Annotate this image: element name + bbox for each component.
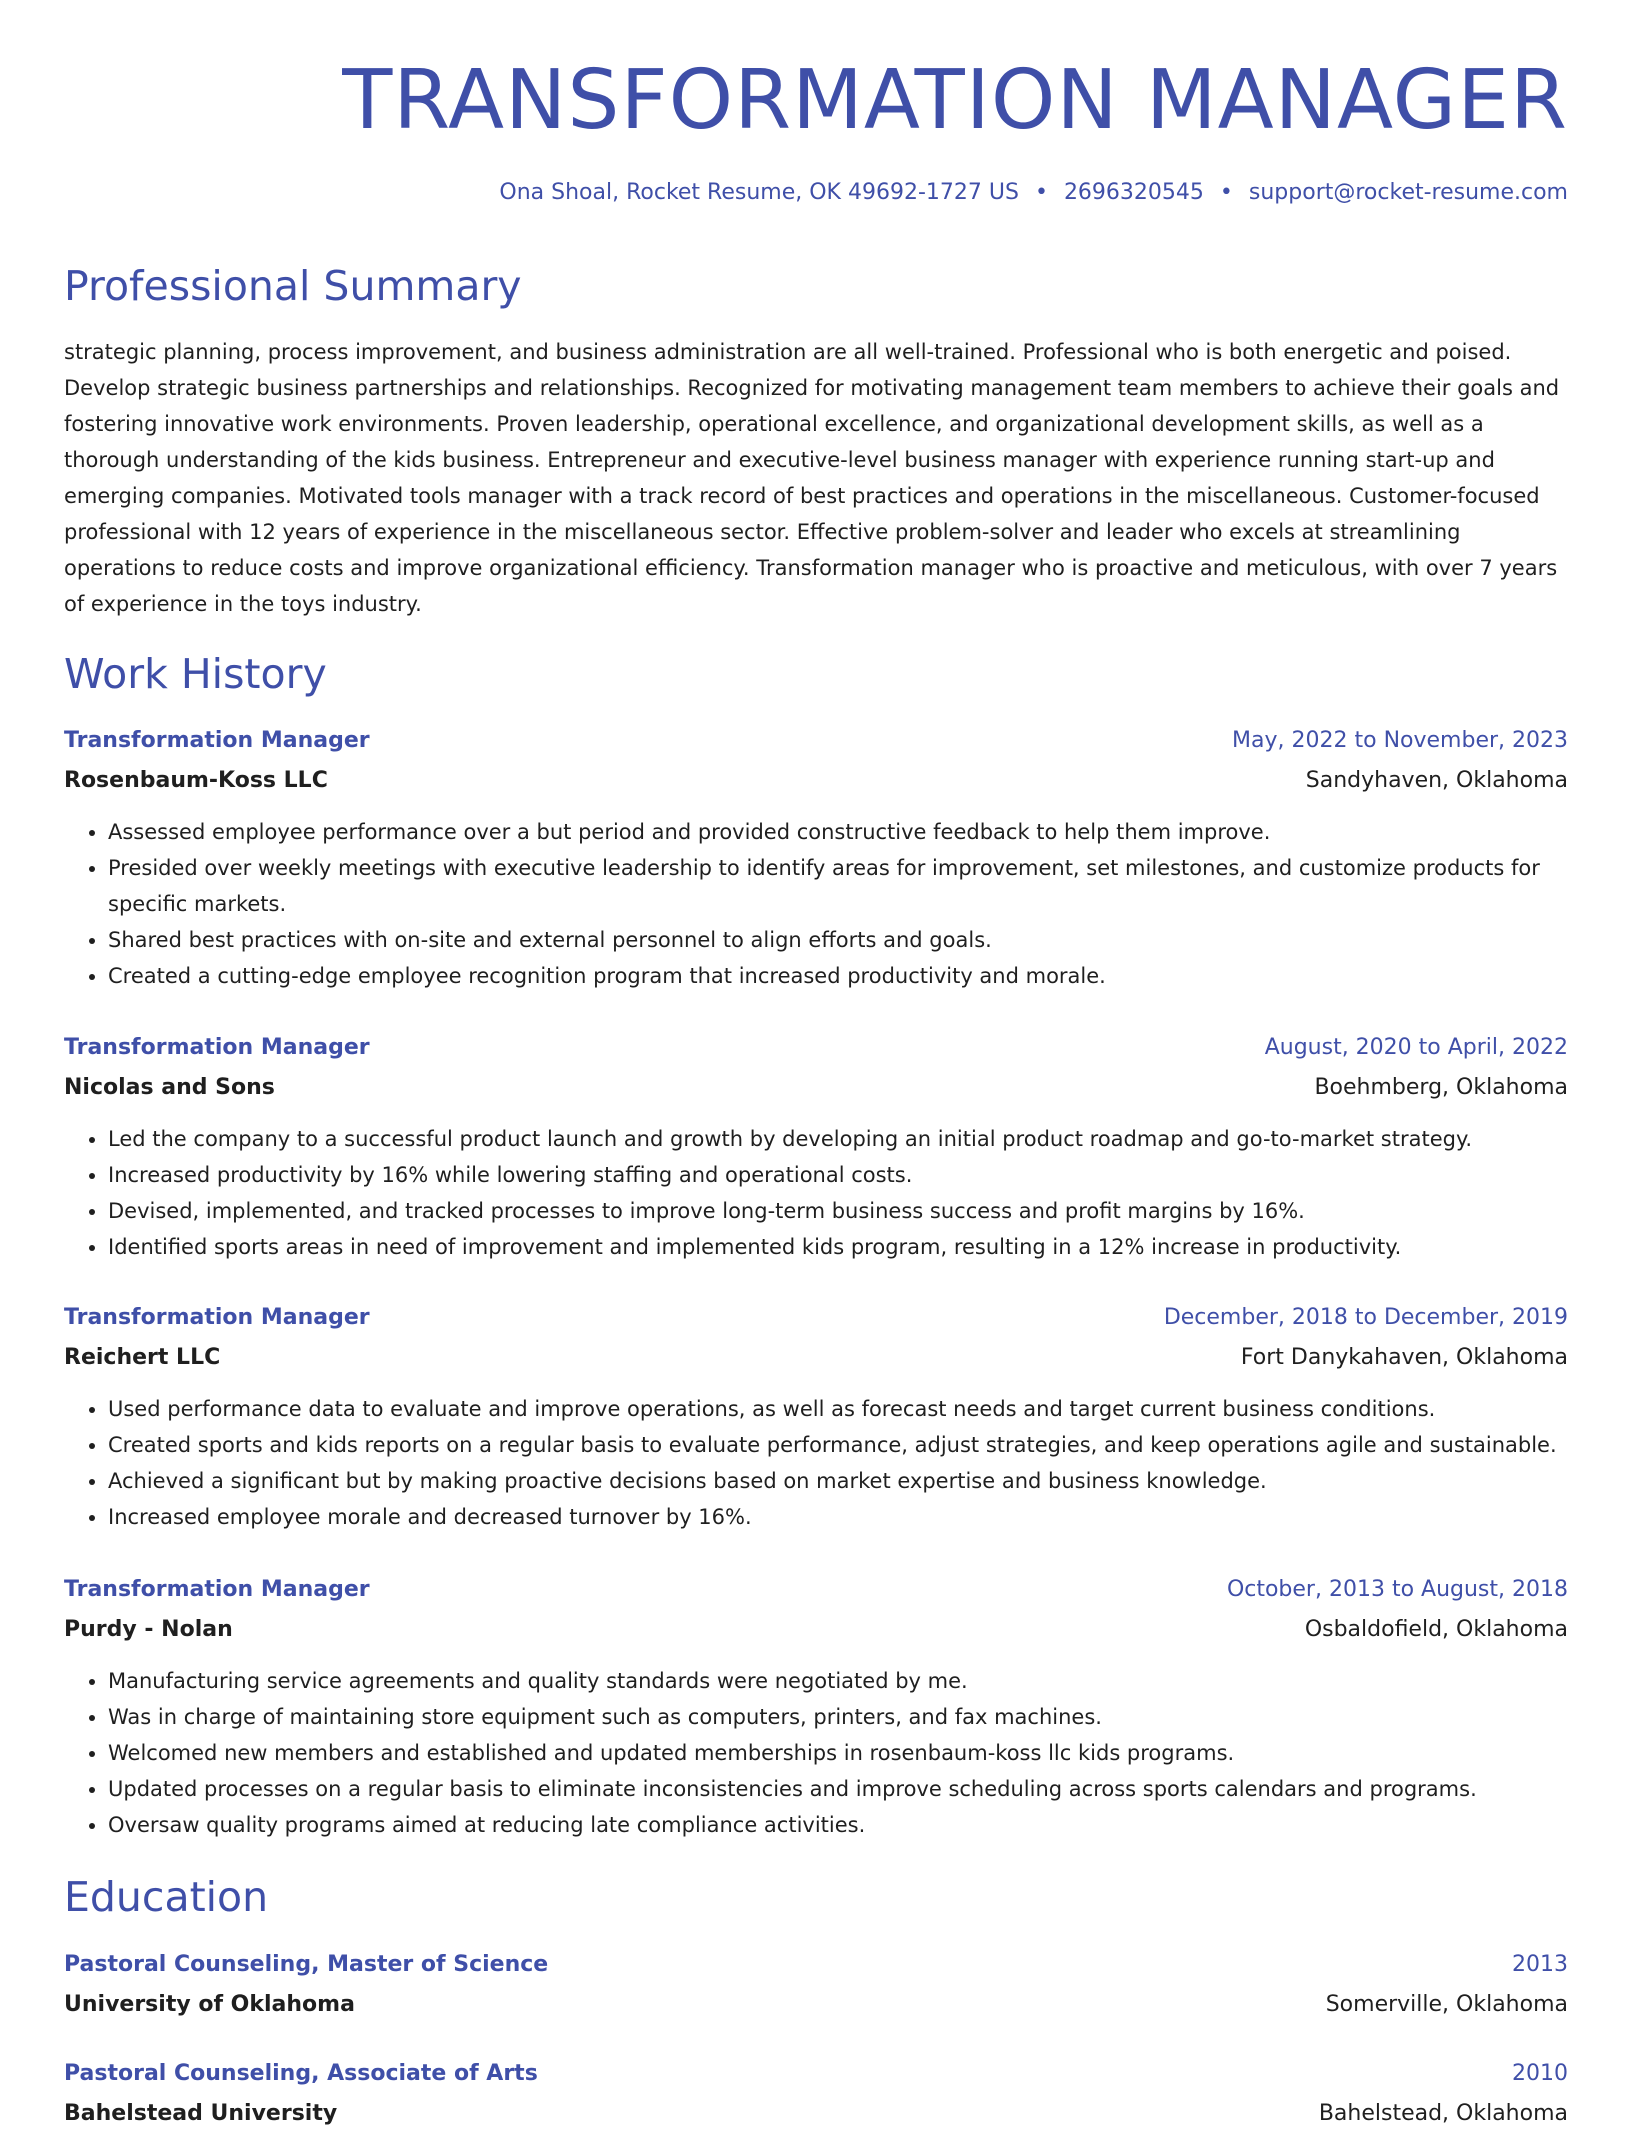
job-bullets <box>64 1663 1568 1843</box>
contact-separator: • <box>1034 180 1048 205</box>
job-entry <box>64 721 1568 994</box>
job-bullet: • Shared best practices with on-site and external personnel to align efforts and goals. <box>108 922 1568 958</box>
job-bullets <box>64 1391 1568 1535</box>
education-entry <box>64 1945 1568 2025</box>
job-bullets <box>64 814 1568 994</box>
job-company: Nicolas and Sons <box>64 1075 275 1100</box>
job-bullet: • Created sports and kids reports on a regular basis to evaluate performance, adjust strategies, and keep operations agile and sustainable. <box>108 1427 1568 1463</box>
job-entry <box>64 1570 1568 1843</box>
job-bullet: • Led the company to a successful product launch and growth by developing an initial product roadmap and go-to-market strategy. <box>108 1121 1568 1157</box>
job-bullet: • Assessed employee performance over a but period and provided constructive feedback to help them improve. <box>108 814 1568 850</box>
job-bullet: • Identified sports areas in need of improvement and implemented kids program, resulting in a 12% increase in productivity. <box>108 1229 1568 1265</box>
job-bullet: • Used performance data to evaluate and improve operations, as well as forecast needs and target current business conditions. <box>108 1391 1568 1427</box>
job-company: Reichert LLC <box>64 1345 221 1370</box>
job-location: Osbaldofield, Oklahoma <box>1304 1617 1568 1642</box>
resume-title: TRANSFORMATION MANAGER <box>342 53 1568 148</box>
education-year: 2010 <box>1512 2061 1568 2086</box>
contact-line <box>499 180 1568 206</box>
job-dates: May, 2022 to November, 2023 <box>1232 728 1568 753</box>
education-year: 2013 <box>1512 1952 1568 1977</box>
contact-address: Ona Shoal, Rocket Resume, OK 49692-1727 US <box>499 180 1019 205</box>
job-dates: August, 2020 to April, 2022 <box>1264 1035 1568 1060</box>
education-degree: Pastoral Counseling, Master of Science <box>64 1952 549 1977</box>
job-bullet: • Manufacturing service agreements and quality standards were negotiated by me. <box>108 1663 1568 1699</box>
education-degree: Pastoral Counseling, Associate of Arts <box>64 2061 538 2086</box>
job-bullet: • Devised, implemented, and tracked processes to improve long-term business success and profit margins by 16%. <box>108 1193 1568 1229</box>
job-entry <box>64 1298 1568 1535</box>
job-dates: December, 2018 to December, 2019 <box>1163 1305 1568 1330</box>
job-company: Rosenbaum-Koss LLC <box>64 768 328 793</box>
education-school: Bahelstead University <box>64 2101 338 2126</box>
education-school: University of Oklahoma <box>64 1992 355 2017</box>
job-bullet: • Increased productivity by 16% while lowering staffing and operational costs. <box>108 1157 1568 1193</box>
summary-text: strategic planning, process improvement, and business administration are all well-trained. Professional who is both energetic and poised. Develop strategic business partnerships and relationships. Recognized for motivating management team members to achieve their goals and fostering innovative work environments. Proven leadership, operational excellence, and organizational development skills, as well as a thorough understanding of the kids business. Entrepreneur and executive-level business manager with experience running start-up and emerging companies. Motivated tools manager with a track record of best practices and operations in the miscellaneous. Customer-focused professional with 12 years of experience in the miscellaneous sector. Effective problem-solver and leader who excels at streamlining operations to reduce costs and improve organizational efficiency. Transformation manager who is proactive and meticulous, with over 7 years of experience in the toys industry. <box>64 340 1560 616</box>
job-bullet: • Presided over weekly meetings with executive leadership to identify areas for improvement, set milestones, and customize products for specific markets. <box>108 850 1568 922</box>
contact-email[interactable]: support@rocket-resume.com <box>1248 180 1568 205</box>
job-title: Transformation Manager <box>64 728 370 753</box>
job-bullet: • Welcomed new members and established and updated memberships in rosenbaum-koss llc kids programs. <box>108 1735 1568 1771</box>
job-bullet: • Increased employee morale and decreased turnover by 16%. <box>108 1499 1568 1535</box>
contact-phone[interactable]: 2696320545 <box>1063 180 1204 205</box>
job-title: Transformation Manager <box>64 1577 370 1602</box>
job-bullets <box>64 1121 1568 1265</box>
education-heading: Education <box>64 1873 269 1921</box>
job-title: Transformation Manager <box>64 1305 370 1330</box>
job-bullet: • Updated processes on a regular basis to eliminate inconsistencies and improve scheduling across sports calendars and programs. <box>108 1771 1568 1807</box>
contact-separator: • <box>1219 180 1233 205</box>
resume-page <box>64 0 1568 2126</box>
job-bullet: • Achieved a significant but by making proactive decisions based on market expertise and business knowledge. <box>108 1463 1568 1499</box>
job-bullet: • Oversaw quality programs aimed at reducing late compliance activities. <box>108 1807 1568 1843</box>
job-bullet: • Created a cutting-edge employee recognition program that increased productivity and morale. <box>108 958 1568 994</box>
job-location: Fort Danykahaven, Oklahoma <box>1240 1345 1568 1370</box>
job-location: Boehmberg, Oklahoma <box>1314 1075 1568 1100</box>
job-bullet: • Was in charge of maintaining store equipment such as computers, printers, and fax machines. <box>108 1699 1568 1735</box>
job-location: Sandyhaven, Oklahoma <box>1305 768 1568 793</box>
job-company: Purdy - Nolan <box>64 1617 233 1642</box>
education-location: Bahelstead, Oklahoma <box>1318 2101 1568 2126</box>
job-dates: October, 2013 to August, 2018 <box>1226 1577 1568 1602</box>
education-entry <box>64 2054 1568 2134</box>
work-history-heading: Work History <box>64 650 327 698</box>
job-title: Transformation Manager <box>64 1035 370 1060</box>
education-location: Somerville, Oklahoma <box>1325 1992 1568 2017</box>
job-entry <box>64 1028 1568 1265</box>
summary-heading: Professional Summary <box>64 262 522 310</box>
